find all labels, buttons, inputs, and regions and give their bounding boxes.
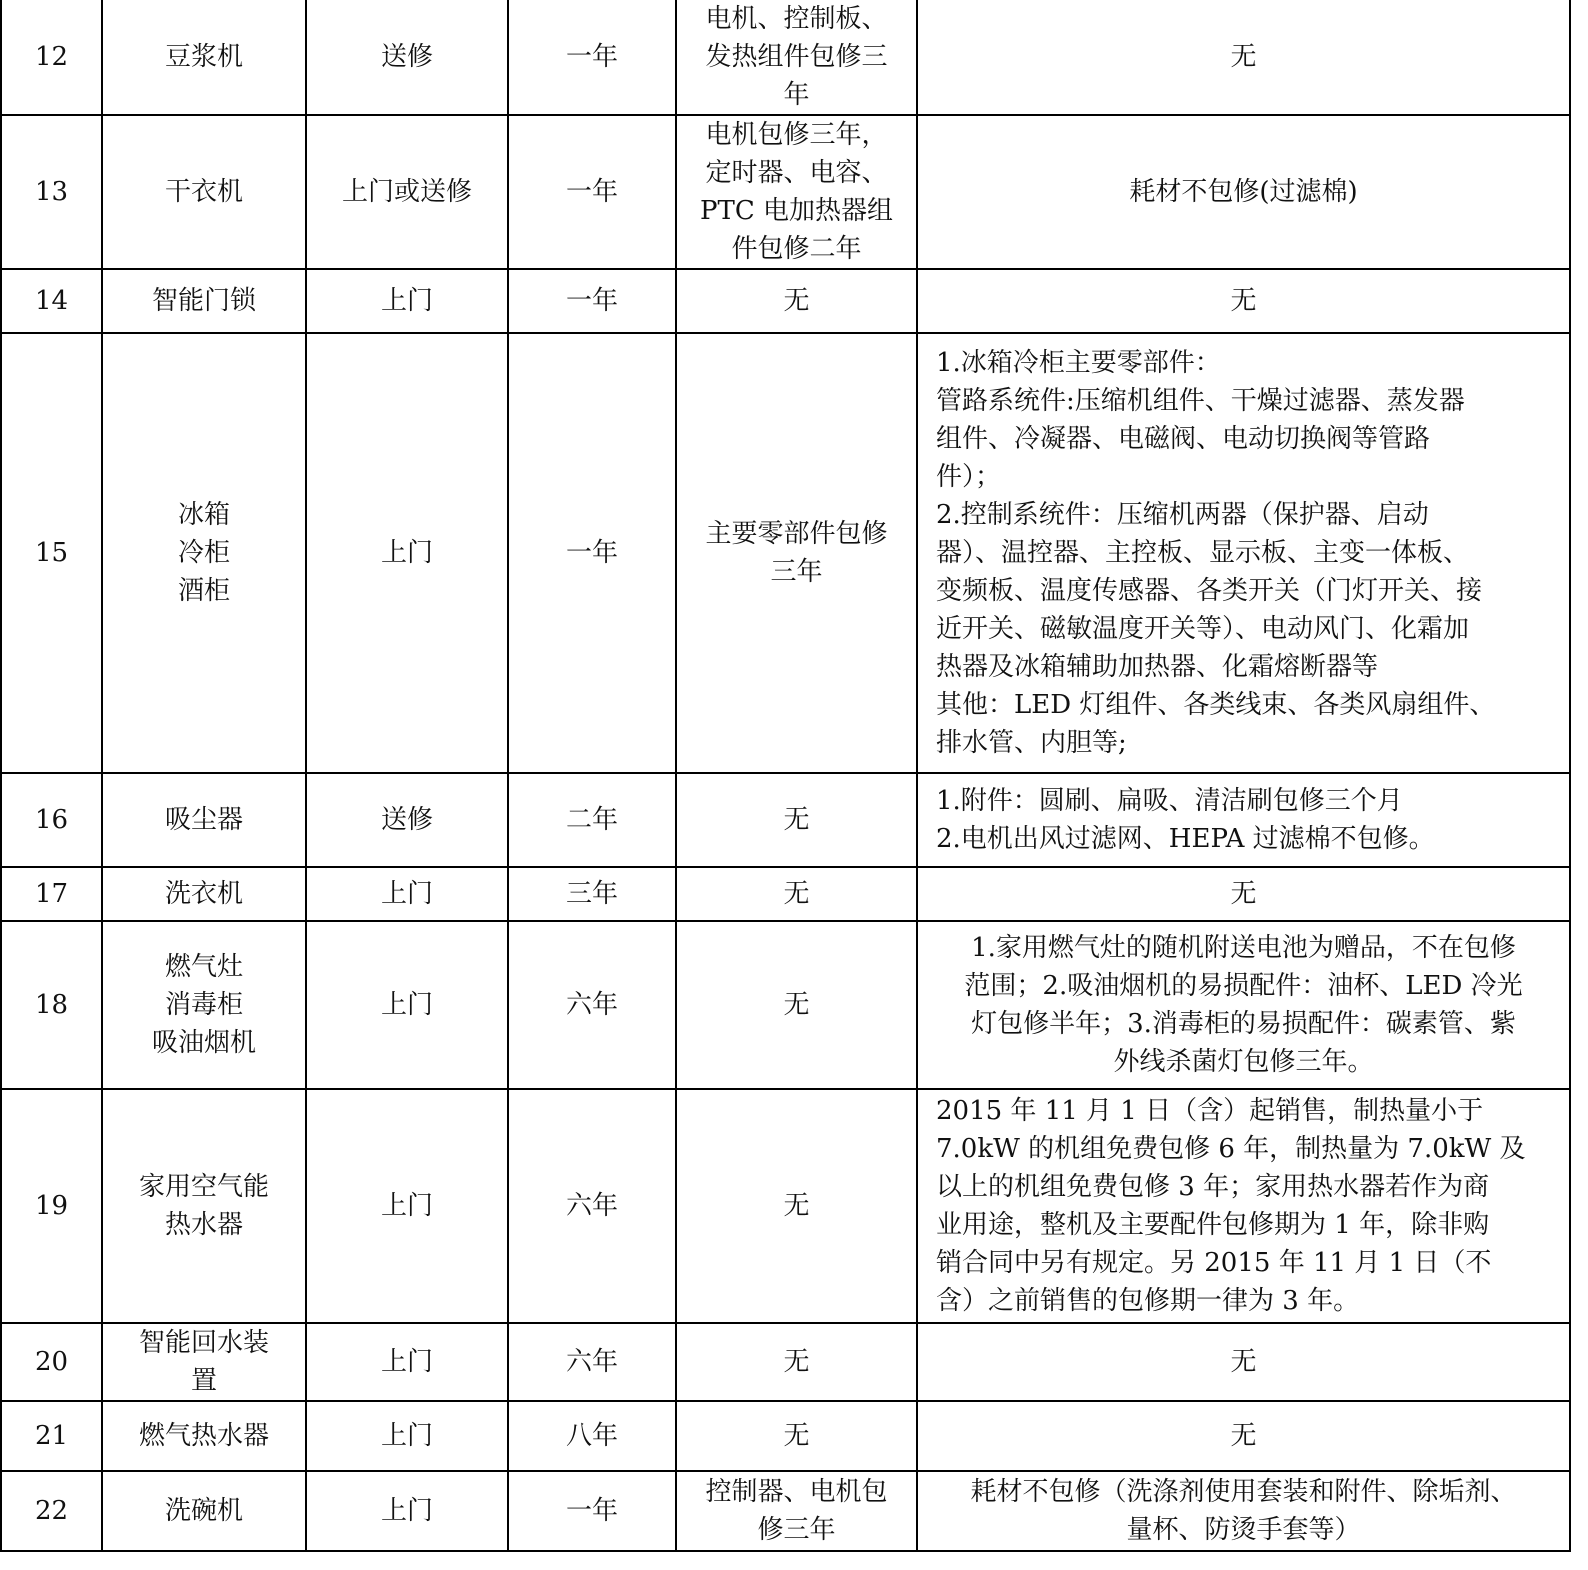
cell-number: 22 [1,1471,102,1551]
table-row [1,921,1570,1089]
cell-service-type: 上门 [306,1323,508,1401]
cell-warranty-period: 一年 [508,0,676,115]
cell-number: 13 [1,115,102,269]
cell-main-parts: 控制器、电机包 修三年 [676,1471,917,1551]
cell-note: 1.冰箱冷柜主要零部件： 管路系统件:压缩机组件、干燥过滤器、蒸发器 组件、冷凝器、电磁阀、电动切换阀等管路 件）； 2.控制系统件：压缩机两器（保护器、启动 器）、温控器、主控板、显示板、主变一体板、 变频板、温度传感器、各类开关（门灯开关、接 近开关、磁敏温度开关等）、电动风门、化霜加 热器及冰箱辅助加热器、化霜熔断器等 其他：LED 灯组件、各类线束、各类风扇组件、 排水管、内胆等; [917,333,1570,773]
cell-note: 无 [917,1401,1570,1471]
cell-note: 耗材不包修（洗涤剂使用套装和附件、除垢剂、 量杯、防烫手套等） [917,1471,1570,1551]
cell-service-type: 上门 [306,1401,508,1471]
cell-number: 21 [1,1401,102,1471]
cell-note: 2015 年 11 月 1 日（含）起销售，制热量小于 7.0kW 的机组免费包修 6 年，制热量为 7.0kW 及 以上的机组免费包修 3 年；家用热水器若作为商 业用途，整机及主要配件包修期为 1 年，除非购 销合同中另有规定。另 2015 年 11 月 1 日（不 含）之前销售的包修期一律为 3 年。 [917,1089,1570,1323]
table-row [1,115,1570,269]
cell-product: 冰箱 冷柜 酒柜 [102,333,306,773]
cell-service-type: 送修 [306,773,508,867]
cell-service-type: 上门或送修 [306,115,508,269]
cell-main-parts: 无 [676,1401,917,1471]
cell-main-parts: 无 [676,773,917,867]
cell-product: 燃气灶 消毒柜 吸油烟机 [102,921,306,1089]
cell-warranty-period: 一年 [508,1471,676,1551]
cell-product: 洗碗机 [102,1471,306,1551]
cell-main-parts: 主要零部件包修 三年 [676,333,917,773]
cell-main-parts: 无 [676,921,917,1089]
cell-service-type: 上门 [306,269,508,333]
cell-product: 智能回水装 置 [102,1323,306,1401]
cell-product: 豆浆机 [102,0,306,115]
cell-product: 智能门锁 [102,269,306,333]
cell-main-parts: 无 [676,867,917,921]
cell-warranty-period: 一年 [508,333,676,773]
cell-warranty-period: 一年 [508,269,676,333]
cell-number: 12 [1,0,102,115]
cell-number: 19 [1,1089,102,1323]
cell-note: 无 [917,269,1570,333]
cell-note: 1.附件：圆刷、扁吸、清洁刷包修三个月 2.电机出风过滤网、HEPA 过滤棉不包修。 [917,773,1570,867]
table-row [1,269,1570,333]
table-row [1,0,1570,115]
cell-main-parts: 无 [676,1089,917,1323]
cell-service-type: 上门 [306,333,508,773]
table-row [1,1471,1570,1551]
cell-note: 无 [917,1323,1570,1401]
cell-warranty-period: 一年 [508,115,676,269]
cell-service-type: 上门 [306,921,508,1089]
table-row [1,867,1570,921]
cell-main-parts: 电机包修三年， 定时器、电容、 PTC 电加热器组 件包修二年 [676,115,917,269]
cell-warranty-period: 八年 [508,1401,676,1471]
cell-main-parts: 电机、控制板、 发热组件包修三 年 [676,0,917,115]
table-row [1,773,1570,867]
cell-product: 吸尘器 [102,773,306,867]
cell-number: 14 [1,269,102,333]
cell-main-parts: 无 [676,1323,917,1401]
cell-warranty-period: 二年 [508,773,676,867]
table-row [1,1401,1570,1471]
cell-service-type: 上门 [306,1089,508,1323]
cell-number: 16 [1,773,102,867]
table-row [1,1089,1570,1323]
cell-warranty-period: 三年 [508,867,676,921]
cell-service-type: 上门 [306,1471,508,1551]
cell-service-type: 送修 [306,0,508,115]
cell-note: 耗材不包修(过滤棉) [917,115,1570,269]
cell-number: 18 [1,921,102,1089]
cell-warranty-period: 六年 [508,1089,676,1323]
cell-product: 干衣机 [102,115,306,269]
cell-note: 无 [917,0,1570,115]
cell-service-type: 上门 [306,867,508,921]
cell-warranty-period: 六年 [508,1323,676,1401]
warranty-table-body [1,0,1570,1551]
cell-number: 15 [1,333,102,773]
cell-warranty-period: 六年 [508,921,676,1089]
table-row [1,333,1570,773]
cell-product: 洗衣机 [102,867,306,921]
cell-note: 无 [917,867,1570,921]
cell-note: 1.家用燃气灶的随机附送电池为赠品，不在包修 范围；2.吸油烟机的易损配件：油杯、LED 冷光 灯包修半年；3.消毒柜的易损配件：碳素管、紫 外线杀菌灯包修三年。 [917,921,1570,1089]
cell-product: 家用空气能 热水器 [102,1089,306,1323]
cell-number: 17 [1,867,102,921]
cell-main-parts: 无 [676,269,917,333]
cell-product: 燃气热水器 [102,1401,306,1471]
cell-number: 20 [1,1323,102,1401]
table-row [1,1323,1570,1401]
